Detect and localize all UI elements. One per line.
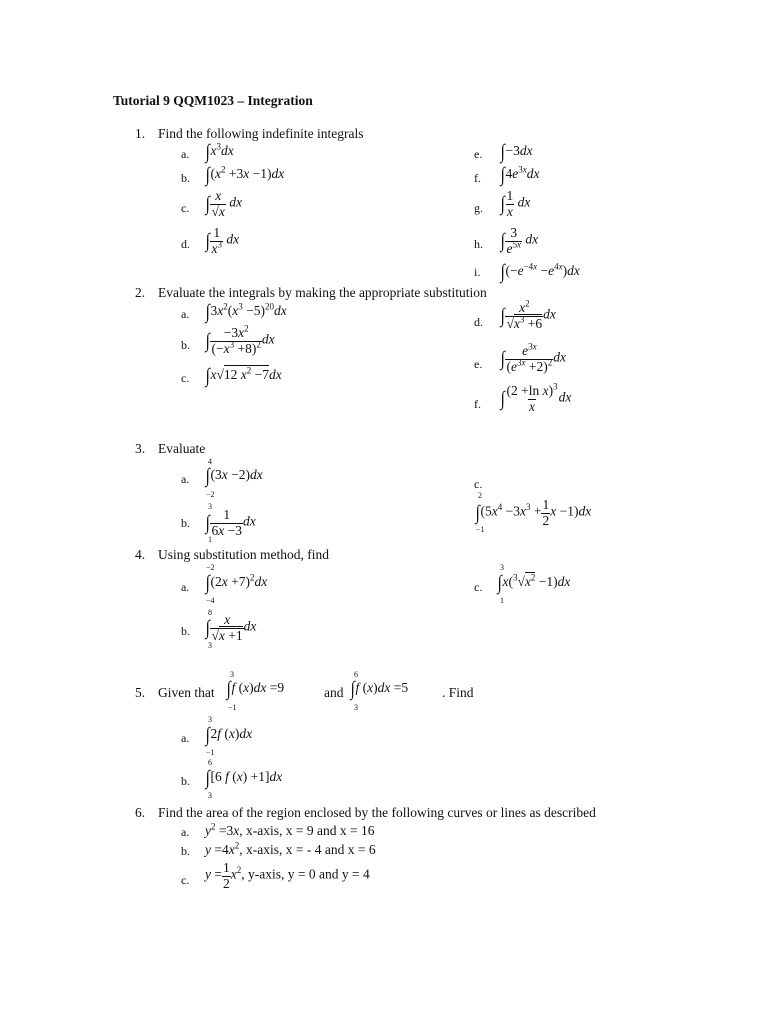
q4b-label: b. [181, 624, 190, 638]
q2f-expr: ∫ $\frac{(2 +\ln x)^3}{x}$ dx [500, 381, 572, 414]
q1g-expr: ∫ $\frac{1}{x}$ dx [500, 188, 531, 219]
q4c-expr: $\int x(^3√x^2 -1)dx$ [497, 572, 571, 594]
q5a-lower: −1 [206, 748, 215, 757]
q1d-label: d. [181, 237, 190, 251]
q3a-label: a. [181, 472, 190, 486]
q3c-lower: −1 [476, 525, 485, 534]
q3b-expr: ∫ $\frac{1}{6x -3}$ dx [205, 507, 256, 538]
q5b-label: b. [181, 774, 190, 788]
q4c-upper: 3 [500, 563, 504, 572]
page-title: Tutorial 9 QQM1023 – Integration [113, 93, 313, 108]
q1g-label: g. [474, 201, 483, 215]
q2b-expr: ∫ $\frac{-3x^2}{(-x^3 +8)^2}$ dx [205, 323, 275, 356]
q2d-expr: ∫ $\frac{x^2}{√x^3 +6}$ dx [500, 298, 556, 331]
q5-find-text: . Find [442, 685, 474, 700]
q2b-label: b. [181, 338, 190, 352]
q6b-expr: $y =4x^2$, x-axis, x = - 4 and x = 6 [205, 840, 376, 857]
q3b-label: b. [181, 516, 190, 530]
q2c-label: c. [181, 371, 190, 385]
q6a-expr: $y^2 =3x$, x-axis, x = 9 and x = 16 [205, 821, 375, 838]
q2e-expr: ∫ $\frac{e^{3x}}{(e^{3x} +2)^2}$ dx [500, 341, 566, 374]
q2a-label: a. [181, 307, 190, 321]
q1-text: Find the following indefinite integrals [158, 126, 364, 141]
q6a-rest: , x-axis, x = 9 and x = 16 [239, 823, 375, 838]
q6b-label: b. [181, 844, 190, 858]
q4b-lower: 3 [208, 641, 212, 650]
q3c-label: c. [474, 477, 483, 491]
q4b-upper: 8 [208, 608, 212, 617]
q3a-lower: −2 [206, 490, 215, 499]
q3b-upper: 3 [208, 502, 212, 511]
q5-int1-expr: ∫f (x)dx =9 [226, 678, 285, 700]
q5a-label: a. [181, 731, 190, 745]
q6-number: 6. [135, 805, 146, 820]
q3c-upper: 2 [478, 491, 482, 500]
q1f-label: f. [474, 171, 481, 185]
q5b-expr: ∫[6 f (x) +1]dx [205, 767, 283, 789]
q2-number: 2. [135, 285, 146, 300]
q3a-expr: ∫(3x −2)dx [205, 465, 263, 487]
q5-int1-upper: 3 [230, 670, 234, 679]
q4a-label: a. [181, 580, 190, 594]
q6b-rest: , x-axis, x = - 4 and x = 6 [239, 842, 376, 857]
q2c-expr: ∫x√12 $x^2 -7dx$ [205, 365, 282, 387]
q2d-label: d. [474, 315, 483, 329]
q5-int2-upper: 6 [354, 670, 358, 679]
q2e-label: e. [474, 357, 483, 371]
q3a-upper: 4 [208, 457, 212, 466]
q1e-label: e. [474, 147, 483, 161]
q2a-expr: $\int 3x^2(x^3 -5)^{20}dx$ [205, 301, 287, 323]
q1f-expr: $\int 4e^{3x}dx$ [500, 164, 540, 186]
q4c-label: c. [474, 580, 483, 594]
q2-text: Evaluate the integrals by making the appropriate substitution [158, 285, 487, 300]
q5b-lower: 3 [208, 791, 212, 800]
q5a-expr: ∫2f (x)dx [205, 724, 253, 746]
q4a-expr: $\int(2x +7)^2dx$ [205, 572, 268, 594]
q5-and-text: and [324, 685, 344, 700]
q1b-expr: $\int(x^2 +3x -1)dx$ [205, 164, 285, 186]
q1h-label: h. [474, 237, 483, 251]
q1c-expr: ∫ $\frac{x}{√x}$ dx [205, 188, 243, 219]
q5b-upper: 6 [208, 758, 212, 767]
q4-number: 4. [135, 547, 146, 562]
q5-int2-lower: 3 [354, 703, 358, 712]
q3-number: 3. [135, 441, 146, 456]
q1i-label: i. [474, 265, 481, 279]
q1i-expr: $\int(-e^{-4x} -e^{4x})dx$ [500, 261, 580, 283]
q5-number: 5. [135, 685, 146, 700]
q6c-rest: , y-axis, y = 0 and y = 4 [241, 866, 370, 882]
q6c-expr: y = $\frac{1}{2}$ $x^2$, y-axis, y = 0 and y = 4 [205, 860, 370, 891]
q1e-expr: ∫−3dx [500, 141, 533, 163]
q5-int2-expr: ∫f (x)dx =5 [350, 678, 409, 700]
q5a-upper: 3 [208, 715, 212, 724]
q4a-lower: −4 [206, 596, 215, 605]
q1-number: 1. [135, 126, 146, 141]
q1a-label: a. [181, 147, 190, 161]
q4-text: Using substitution method, find [158, 547, 330, 562]
q4c-lower: 1 [500, 596, 504, 605]
q3b-lower: 1 [208, 535, 212, 544]
q1d-expr: ∫ $\frac{1}{x^3}$ dx [205, 225, 240, 256]
q1h-expr: ∫ $\frac{3}{e^{5x}}$ dx [500, 225, 539, 256]
q6c-label: c. [181, 873, 190, 887]
q1b-label: b. [181, 171, 190, 185]
q6a-label: a. [181, 825, 190, 839]
q4b-expr: ∫ $\frac{x}{√x +1}$ dx [205, 612, 257, 643]
q5-int1-lower: −1 [228, 703, 237, 712]
q1a-expr: $\int x^3dx$ [205, 141, 234, 163]
q4a-upper: −2 [206, 563, 215, 572]
q5-given-text: Given that [158, 685, 215, 700]
q3c-expr: $\int(5x^4 -3x^3$ + $\frac{1}{2}$ x −1)dx [475, 497, 592, 528]
q6-text: Find the area of the region enclosed by the following curves or lines as described [158, 805, 596, 820]
q1c-label: c. [181, 201, 190, 215]
q3-text: Evaluate [158, 441, 206, 456]
q2f-label: f. [474, 397, 481, 411]
